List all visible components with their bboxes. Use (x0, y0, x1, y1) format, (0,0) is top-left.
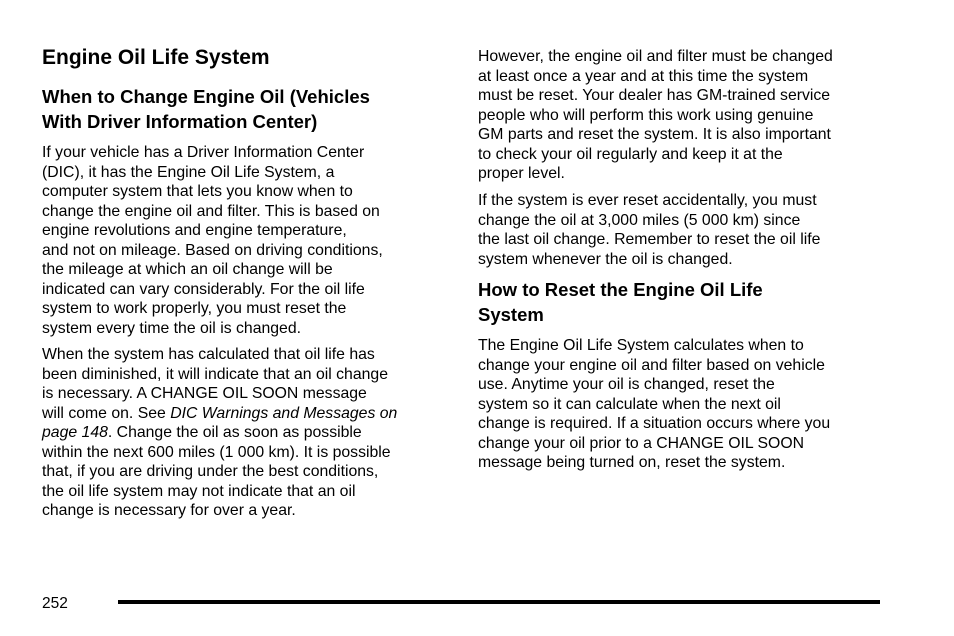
right-paragraph-1: However, the engine oil and filter must be changed at least once a year and at this time the system must be reset. Your dealer has GM-trained service people who will perform this work using genuine GM parts and reset the system. It is also important to check your oil regularly and keep it at the proper level. (478, 48, 833, 182)
page-number: 252 (42, 595, 68, 612)
left-paragraph-1: If your vehicle has a Driver Information Center (DIC), it has the Engine Oil Life System, a computer system that lets you know when to change the engine oil and filter. This is based on engine revolutions and engine temperature, and not on mileage. Based on driving conditions, the mileage at which an oil change will be indicated can vary considerably. For the oil life system to work properly, you must reset the system every time the oil is changed. (42, 144, 383, 337)
left-paragraph-2: When the system has calculated that oil life has been diminished, it will indicate that an oil change is necessary. A CHANGE OIL SOON message will come on. See DIC Warnings and Messages on page 148. Change the oil as soon as possible within the next 600 miles (1 000 km). It is possible that, if you are driving under the best conditions, the oil life system may not indicate that an oil change is necessary for over a year. (42, 346, 398, 519)
right-paragraph-2: If the system is ever reset accidentally, you must change the oil at 3,000 miles (5 000 km) since the last oil change. Remember to reset the oil life system whenever the oil is changed. (478, 192, 821, 268)
footer-rule (118, 600, 880, 604)
left-subheading: When to Change Engine Oil (Vehicles With Driver Information Center) (42, 86, 370, 132)
dic-reference-link[interactable]: DIC Warnings and Messages on (170, 404, 398, 422)
page-reference-link[interactable]: page 148 (42, 424, 108, 441)
section-title: Engine Oil Life System (42, 46, 270, 69)
right-paragraph-3: The Engine Oil Life System calculates when to change your engine oil and filter based on vehicle use. Anytime your oil is changed, reset the system so it can calculate when the next oil change is required. If a situation occurs where you change your oil prior to a CHANGE OIL SOON message being turned on, reset the system. (478, 337, 831, 471)
right-subheading: How to Reset the Engine Oil Life System (478, 279, 763, 325)
